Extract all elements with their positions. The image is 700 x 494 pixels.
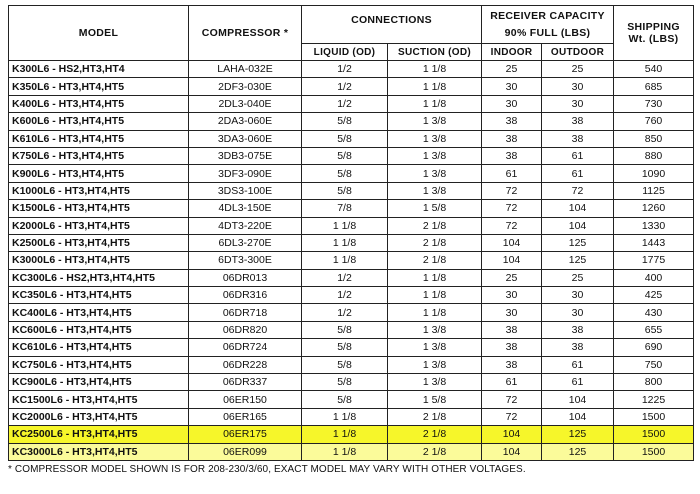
cell-outdoor: 125: [542, 426, 614, 443]
table-row: [9, 426, 694, 443]
cell-indoor: 72: [482, 408, 542, 425]
cell-model: KC3000L6 - HT3,HT4,HT5: [9, 443, 189, 460]
cell-compressor: 2DL3-040E: [189, 95, 302, 112]
table-row: [9, 130, 694, 147]
cell-compressor: 3DA3-060E: [189, 130, 302, 147]
cell-suction: 1 3/8: [388, 130, 482, 147]
header-receiver-capacity: [482, 6, 614, 44]
table-row: [9, 356, 694, 373]
cell-outdoor: 61: [542, 147, 614, 164]
cell-model: K610L6 - HT3,HT4,HT5: [9, 130, 189, 147]
cell-shipping: 425: [614, 287, 694, 304]
cell-outdoor: 61: [542, 165, 614, 182]
header-shipping: [614, 6, 694, 61]
cell-outdoor: 38: [542, 339, 614, 356]
cell-outdoor: 30: [542, 95, 614, 112]
cell-shipping: 1090: [614, 165, 694, 182]
cell-liquid: 1/2: [302, 287, 388, 304]
cell-outdoor: 38: [542, 321, 614, 338]
cell-outdoor: 104: [542, 217, 614, 234]
cell-shipping: 655: [614, 321, 694, 338]
cell-suction: 2 1/8: [388, 234, 482, 251]
cell-suction: 1 1/8: [388, 304, 482, 321]
cell-outdoor: 125: [542, 234, 614, 251]
header-connections: CONNECTIONS: [302, 6, 482, 44]
cell-liquid: 1 1/8: [302, 217, 388, 234]
cell-liquid: 1/2: [302, 78, 388, 95]
cell-indoor: 38: [482, 130, 542, 147]
cell-outdoor: 104: [542, 408, 614, 425]
spec-table-body: [9, 61, 694, 461]
cell-model: K350L6 - HT3,HT4,HT5: [9, 78, 189, 95]
cell-suction: 1 1/8: [388, 78, 482, 95]
cell-outdoor: 38: [542, 113, 614, 130]
cell-liquid: 1 1/8: [302, 443, 388, 460]
cell-liquid: 1/2: [302, 61, 388, 78]
table-row: [9, 391, 694, 408]
header-shipping-line2: Wt. (LBS): [628, 33, 679, 45]
cell-indoor: 104: [482, 443, 542, 460]
table-row: [9, 252, 694, 269]
header-indoor: INDOOR: [482, 44, 542, 61]
cell-model: K2500L6 - HT3,HT4,HT5: [9, 234, 189, 251]
cell-compressor: LAHA-032E: [189, 61, 302, 78]
cell-suction: 1 1/8: [388, 61, 482, 78]
cell-compressor: 2DA3-060E: [189, 113, 302, 130]
cell-indoor: 72: [482, 391, 542, 408]
cell-shipping: 1775: [614, 252, 694, 269]
cell-indoor: 25: [482, 61, 542, 78]
cell-compressor: 06DR724: [189, 339, 302, 356]
cell-compressor: 06ER175: [189, 426, 302, 443]
header-outdoor: OUTDOOR: [542, 44, 614, 61]
cell-shipping: 750: [614, 356, 694, 373]
table-row: [9, 95, 694, 112]
cell-outdoor: 25: [542, 269, 614, 286]
cell-suction: 1 3/8: [388, 113, 482, 130]
cell-liquid: 5/8: [302, 147, 388, 164]
table-row: [9, 287, 694, 304]
table-row: [9, 61, 694, 78]
cell-shipping: 880: [614, 147, 694, 164]
cell-liquid: 5/8: [302, 321, 388, 338]
table-row: [9, 269, 694, 286]
cell-model: K400L6 - HT3,HT4,HT5: [9, 95, 189, 112]
table-row: [9, 408, 694, 425]
cell-model: KC300L6 - HS2,HT3,HT4,HT5: [9, 269, 189, 286]
table-row: [9, 200, 694, 217]
cell-model: K1500L6 - HT3,HT4,HT5: [9, 200, 189, 217]
cell-shipping: 760: [614, 113, 694, 130]
cell-indoor: 104: [482, 234, 542, 251]
cell-shipping: 1125: [614, 182, 694, 199]
header-model: MODEL: [9, 6, 189, 61]
cell-indoor: 72: [482, 182, 542, 199]
cell-suction: 1 3/8: [388, 182, 482, 199]
cell-liquid: 1 1/8: [302, 234, 388, 251]
cell-indoor: 25: [482, 269, 542, 286]
cell-outdoor: 72: [542, 182, 614, 199]
table-row: [9, 165, 694, 182]
cell-indoor: 61: [482, 165, 542, 182]
cell-model: K300L6 - HS2,HT3,HT4: [9, 61, 189, 78]
cell-model: KC400L6 - HT3,HT4,HT5: [9, 304, 189, 321]
table-row: [9, 321, 694, 338]
header-liquid: LIQUID (OD): [302, 44, 388, 61]
cell-model: K900L6 - HT3,HT4,HT5: [9, 165, 189, 182]
cell-suction: 1 5/8: [388, 200, 482, 217]
cell-model: K600L6 - HT3,HT4,HT5: [9, 113, 189, 130]
cell-compressor: 4DL3-150E: [189, 200, 302, 217]
spec-table-container: [8, 5, 693, 461]
cell-liquid: 5/8: [302, 339, 388, 356]
cell-model: KC1500L6 - HT3,HT4,HT5: [9, 391, 189, 408]
cell-compressor: 06DR316: [189, 287, 302, 304]
table-row: [9, 147, 694, 164]
table-row: [9, 304, 694, 321]
cell-compressor: 2DF3-030E: [189, 78, 302, 95]
cell-indoor: 104: [482, 426, 542, 443]
cell-liquid: 1 1/8: [302, 408, 388, 425]
cell-compressor: 06DR228: [189, 356, 302, 373]
cell-outdoor: 38: [542, 130, 614, 147]
header-receiver-line1: RECEIVER CAPACITY: [490, 9, 605, 22]
cell-liquid: 1/2: [302, 304, 388, 321]
cell-liquid: 5/8: [302, 130, 388, 147]
cell-compressor: 3DF3-090E: [189, 165, 302, 182]
cell-suction: 1 1/8: [388, 287, 482, 304]
cell-liquid: 1/2: [302, 95, 388, 112]
cell-suction: 1 1/8: [388, 95, 482, 112]
spec-table: [8, 5, 694, 461]
cell-outdoor: 30: [542, 78, 614, 95]
cell-model: KC2000L6 - HT3,HT4,HT5: [9, 408, 189, 425]
cell-compressor: 06DR820: [189, 321, 302, 338]
cell-liquid: 5/8: [302, 165, 388, 182]
cell-shipping: 1500: [614, 426, 694, 443]
cell-outdoor: 104: [542, 391, 614, 408]
cell-suction: 1 3/8: [388, 374, 482, 391]
cell-compressor: 06ER150: [189, 391, 302, 408]
cell-shipping: 730: [614, 95, 694, 112]
cell-compressor: 06ER165: [189, 408, 302, 425]
cell-indoor: 38: [482, 147, 542, 164]
cell-shipping: 685: [614, 78, 694, 95]
cell-liquid: 1/2: [302, 269, 388, 286]
cell-shipping: 850: [614, 130, 694, 147]
table-row: [9, 217, 694, 234]
cell-compressor: 06ER099: [189, 443, 302, 460]
table-row: [9, 113, 694, 130]
table-row: [9, 78, 694, 95]
cell-suction: 2 1/8: [388, 443, 482, 460]
cell-indoor: 72: [482, 200, 542, 217]
cell-compressor: 06DR718: [189, 304, 302, 321]
cell-suction: 1 3/8: [388, 356, 482, 373]
cell-compressor: 06DR337: [189, 374, 302, 391]
cell-liquid: 5/8: [302, 356, 388, 373]
cell-liquid: 5/8: [302, 391, 388, 408]
cell-suction: 1 3/8: [388, 147, 482, 164]
table-row: [9, 182, 694, 199]
table-row: [9, 443, 694, 460]
cell-indoor: 38: [482, 339, 542, 356]
cell-suction: 2 1/8: [388, 426, 482, 443]
cell-outdoor: 125: [542, 443, 614, 460]
cell-indoor: 30: [482, 287, 542, 304]
cell-outdoor: 30: [542, 287, 614, 304]
cell-compressor: 4DT3-220E: [189, 217, 302, 234]
cell-model: KC750L6 - HT3,HT4,HT5: [9, 356, 189, 373]
header-compressor: COMPRESSOR *: [189, 6, 302, 61]
cell-model: KC610L6 - HT3,HT4,HT5: [9, 339, 189, 356]
cell-model: K3000L6 - HT3,HT4,HT5: [9, 252, 189, 269]
cell-suction: 1 3/8: [388, 165, 482, 182]
cell-liquid: 7/8: [302, 200, 388, 217]
cell-shipping: 1225: [614, 391, 694, 408]
cell-suction: 2 1/8: [388, 217, 482, 234]
cell-outdoor: 61: [542, 374, 614, 391]
cell-outdoor: 30: [542, 304, 614, 321]
cell-indoor: 38: [482, 356, 542, 373]
cell-shipping: 800: [614, 374, 694, 391]
cell-suction: 1 5/8: [388, 391, 482, 408]
cell-model: KC350L6 - HT3,HT4,HT5: [9, 287, 189, 304]
cell-suction: 1 3/8: [388, 339, 482, 356]
cell-shipping: 1500: [614, 408, 694, 425]
table-row: [9, 339, 694, 356]
cell-suction: 2 1/8: [388, 408, 482, 425]
cell-shipping: 1260: [614, 200, 694, 217]
cell-liquid: 1 1/8: [302, 252, 388, 269]
cell-model: KC900L6 - HT3,HT4,HT5: [9, 374, 189, 391]
cell-indoor: 30: [482, 304, 542, 321]
cell-outdoor: 25: [542, 61, 614, 78]
cell-shipping: 430: [614, 304, 694, 321]
cell-liquid: 1 1/8: [302, 426, 388, 443]
cell-model: K1000L6 - HT3,HT4,HT5: [9, 182, 189, 199]
cell-indoor: 104: [482, 252, 542, 269]
cell-shipping: 1330: [614, 217, 694, 234]
cell-model: KC2500L6 - HT3,HT4,HT5: [9, 426, 189, 443]
header-suction: SUCTION (OD): [388, 44, 482, 61]
cell-shipping: 690: [614, 339, 694, 356]
cell-indoor: 38: [482, 321, 542, 338]
cell-shipping: 400: [614, 269, 694, 286]
cell-indoor: 30: [482, 95, 542, 112]
cell-outdoor: 104: [542, 200, 614, 217]
cell-model: K750L6 - HT3,HT4,HT5: [9, 147, 189, 164]
table-row: [9, 374, 694, 391]
cell-shipping: 1500: [614, 443, 694, 460]
cell-compressor: 6DL3-270E: [189, 234, 302, 251]
cell-liquid: 5/8: [302, 182, 388, 199]
cell-suction: 1 3/8: [388, 321, 482, 338]
cell-suction: 2 1/8: [388, 252, 482, 269]
cell-indoor: 72: [482, 217, 542, 234]
cell-model: K2000L6 - HT3,HT4,HT5: [9, 217, 189, 234]
cell-compressor: 3DS3-100E: [189, 182, 302, 199]
cell-indoor: 61: [482, 374, 542, 391]
cell-outdoor: 61: [542, 356, 614, 373]
cell-shipping: 1443: [614, 234, 694, 251]
cell-liquid: 5/8: [302, 374, 388, 391]
cell-suction: 1 1/8: [388, 269, 482, 286]
table-row: [9, 234, 694, 251]
cell-outdoor: 125: [542, 252, 614, 269]
cell-compressor: 06DR013: [189, 269, 302, 286]
cell-compressor: 6DT3-300E: [189, 252, 302, 269]
cell-liquid: 5/8: [302, 113, 388, 130]
cell-indoor: 30: [482, 78, 542, 95]
cell-shipping: 540: [614, 61, 694, 78]
header-shipping-line1: SHIPPING: [627, 21, 680, 33]
footnote: * COMPRESSOR MODEL SHOWN IS FOR 208-230/3/60, EXACT MODEL MAY VARY WITH OTHER VOLTAGES.: [8, 464, 526, 475]
cell-compressor: 3DB3-075E: [189, 147, 302, 164]
header-receiver-line2: 90% FULL (LBS): [504, 26, 591, 39]
cell-indoor: 38: [482, 113, 542, 130]
cell-model: KC600L6 - HT3,HT4,HT5: [9, 321, 189, 338]
